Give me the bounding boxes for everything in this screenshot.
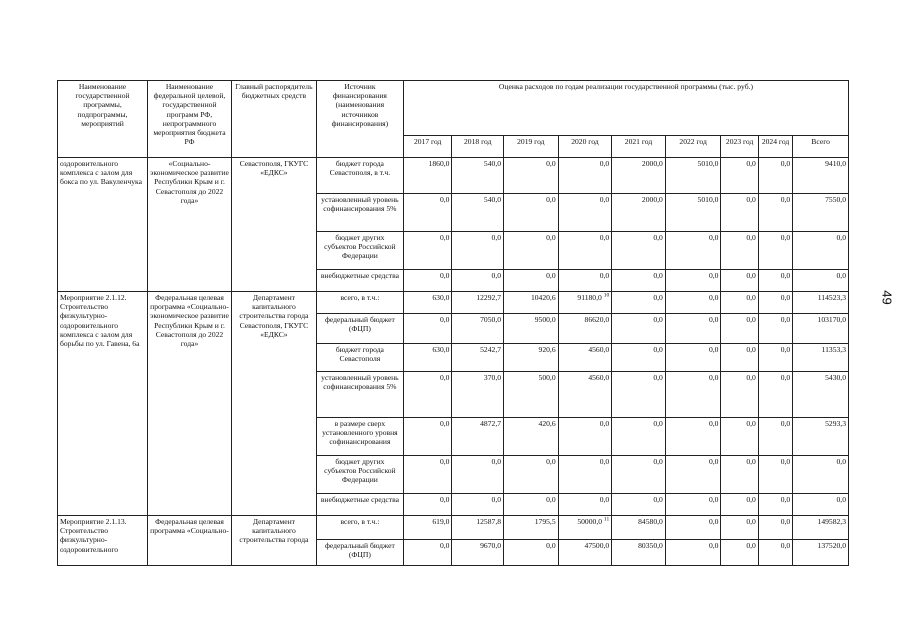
value-cell: 0,0: [746, 159, 756, 168]
value-cell: 0,0: [780, 271, 791, 280]
value-cell: 0,0: [599, 159, 610, 168]
value-cell: 0,0: [599, 233, 610, 242]
value-cell: 86620,0: [584, 315, 610, 324]
value-cell: 0,0: [653, 345, 663, 354]
value-cell: 0,0: [491, 233, 502, 242]
value-cell: 5010,0: [697, 195, 719, 204]
value-cell: 540,0: [483, 195, 502, 204]
funding-source-cell: установленный уровень софинансирования 5%: [316, 372, 403, 418]
value-cell: 0,0: [546, 271, 556, 280]
value-cell: 0,0: [599, 271, 610, 280]
year-header-0: 2017 год: [403, 136, 452, 158]
budget-manager-cell: Департамент капитального строительства города: [231, 516, 316, 566]
value-cell: 50000,0: [577, 517, 603, 526]
program-name-cell: Мероприятие 2.1.12. Строительство физкультурно-оздоровительного комплекса с залом для борьбы по ул. Гавена, 6а: [58, 292, 148, 516]
funding-source-cell: бюджет других субъектов Российской Федерации: [316, 456, 403, 494]
value-cell: 9410,0: [825, 159, 846, 168]
value-cell: 0,0: [746, 373, 756, 382]
value-cell: 7550,0: [825, 195, 846, 204]
value-cell: 0,0: [653, 373, 663, 382]
value-cell: 0,0: [708, 373, 719, 382]
header-program-name: Наименование государственной программы, подпрограммы, мероприятий: [58, 81, 148, 158]
value-cell: 0,0: [653, 271, 663, 280]
footnote-marker: 11: [603, 516, 610, 523]
value-cell: 0,0: [653, 457, 663, 466]
value-cell: 0,0: [546, 541, 556, 550]
value-cell: 0,0: [780, 195, 791, 204]
value-cell: 0,0: [439, 495, 450, 504]
federal-program-cell: Федеральная целевая программа «Социально-: [148, 516, 232, 566]
value-cell: 5242,7: [480, 345, 502, 354]
value-cell: 0,0: [746, 517, 756, 526]
value-cell: 137520,0: [817, 541, 846, 550]
funding-source-cell: федеральный бюджет (ФЦП): [316, 540, 403, 566]
value-cell: 0,0: [708, 541, 719, 550]
value-cell: 0,0: [439, 271, 450, 280]
funding-source-cell: внебюджетные средства: [316, 494, 403, 516]
funding-source-cell: в размере сверх установленного уровня софинансирования: [316, 418, 403, 456]
value-cell: 9670,0: [480, 541, 502, 550]
value-cell: 80350,0: [638, 541, 663, 550]
year-header-4: 2021 год: [612, 136, 666, 158]
value-cell: 0,0: [746, 495, 756, 504]
value-cell: 0,0: [836, 495, 846, 504]
value-cell: 920,6: [538, 345, 556, 354]
value-cell: 0,0: [746, 195, 756, 204]
value-cell: 630,0: [432, 293, 450, 302]
funding-source-cell: всего, в т.ч.:: [316, 292, 403, 314]
budget-manager-cell: Севастополя, ГКУГС «ЕДКС»: [231, 158, 316, 292]
value-cell: 0,0: [708, 271, 719, 280]
value-cell: 0,0: [780, 495, 791, 504]
value-cell: 0,0: [546, 233, 556, 242]
table-row: [58, 292, 849, 314]
value-cell: 0,0: [746, 293, 756, 302]
funding-source-cell: внебюджетные средства: [316, 270, 403, 292]
value-cell: 0,0: [599, 495, 610, 504]
value-cell: 12587,8: [476, 517, 502, 526]
program-name-cell: Мероприятие 2.1.13. Строительство физкультурно-оздоровительного: [58, 516, 148, 566]
year-header-3: 2020 год: [558, 136, 612, 158]
value-cell: 0,0: [439, 233, 450, 242]
value-cell: 0,0: [780, 457, 791, 466]
value-cell: 0,0: [746, 541, 756, 550]
value-cell: 0,0: [599, 419, 610, 428]
value-cell: 0,0: [599, 457, 610, 466]
year-header-8: Всего: [793, 136, 849, 158]
value-cell: 0,0: [780, 315, 791, 324]
value-cell: 619,0: [432, 517, 450, 526]
funding-source-cell: федеральный бюджет (ФЦП): [316, 314, 403, 344]
value-cell: 4560,0: [588, 373, 610, 382]
value-cell: 0,0: [439, 315, 450, 324]
value-cell: 0,0: [653, 293, 663, 302]
federal-program-cell: Федеральная целевая программа «Социально-экономическое развитие Республики Крым и г. Севастополя до 2022 года»: [148, 292, 232, 516]
budget-manager-cell: Департамент капитального строительства города Севастополя, ГКУГС «ЕДКС»: [231, 292, 316, 516]
value-cell: 1795,5: [534, 517, 556, 526]
value-cell: 0,0: [708, 495, 719, 504]
value-cell: 500,0: [538, 373, 556, 382]
year-header-2: 2019 год: [504, 136, 559, 158]
value-cell: 0,0: [546, 495, 556, 504]
year-header-7: 2024 год: [758, 136, 792, 158]
value-cell: 0,0: [746, 315, 756, 324]
value-cell: 0,0: [780, 541, 791, 550]
value-cell: 0,0: [708, 457, 719, 466]
value-cell: 0,0: [746, 419, 756, 428]
value-cell: 0,0: [491, 495, 502, 504]
value-cell: 0,0: [746, 457, 756, 466]
table-row: [58, 158, 849, 194]
value-cell: 0,0: [653, 315, 663, 324]
value-cell: 5010,0: [697, 159, 719, 168]
value-cell: 420,6: [538, 419, 556, 428]
value-cell: 0,0: [439, 457, 450, 466]
year-header-5: 2022 год: [665, 136, 721, 158]
funding-source-cell: всего, в т.ч.:: [316, 516, 403, 540]
value-cell: 1860,0: [428, 159, 450, 168]
funding-source-cell: бюджет других субъектов Российской Федерации: [316, 232, 403, 270]
footnote-marker: 10: [603, 292, 610, 299]
value-cell: 0,0: [708, 233, 719, 242]
value-cell: 0,0: [708, 345, 719, 354]
funding-source-cell: бюджет города Севастополя: [316, 344, 403, 372]
value-cell: 0,0: [546, 457, 556, 466]
value-cell: 91180,0: [577, 293, 602, 302]
value-cell: 0,0: [439, 373, 450, 382]
value-cell: 0,0: [653, 233, 663, 242]
value-cell: 0,0: [746, 233, 756, 242]
value-cell: 5430,0: [825, 373, 846, 382]
value-cell: 0,0: [780, 373, 791, 382]
value-cell: 84580,0: [638, 517, 663, 526]
value-cell: 9500,0: [534, 315, 556, 324]
header-cost-estimate: Оценка расходов по годам реализации государственной программы (тыс. руб.): [403, 81, 848, 136]
value-cell: 0,0: [780, 293, 791, 302]
value-cell: 370,0: [483, 373, 502, 382]
budget-table: [57, 80, 849, 566]
value-cell: 0,0: [546, 195, 556, 204]
value-cell: 0,0: [599, 195, 610, 204]
value-cell: 12292,7: [476, 293, 502, 302]
value-cell: 0,0: [780, 233, 791, 242]
value-cell: 149582,3: [817, 517, 846, 526]
value-cell: 0,0: [491, 271, 502, 280]
value-cell: 0,0: [439, 541, 450, 550]
value-cell: 0,0: [708, 517, 719, 526]
header-budget-manager: Главный распорядитель бюджетных средств: [231, 81, 316, 158]
value-cell: 4872,7: [480, 419, 502, 428]
value-cell: 47500,0: [584, 541, 610, 550]
header-funding-source: Источник финансирования (наименования источников финансирования): [316, 81, 403, 158]
header-row: [58, 81, 849, 136]
value-cell: 0,0: [780, 345, 791, 354]
value-cell: 2000,0: [641, 159, 663, 168]
value-cell: 103170,0: [817, 315, 846, 324]
year-header-1: 2018 год: [452, 136, 504, 158]
value-cell: 0,0: [653, 419, 663, 428]
value-cell: 114523,3: [817, 293, 846, 302]
value-cell: 2000,0: [641, 195, 663, 204]
value-cell: 0,0: [439, 195, 450, 204]
funding-source-cell: установленный уровень софинансирования 5%: [316, 194, 403, 232]
value-cell: 0,0: [780, 419, 791, 428]
value-cell: 5293,3: [825, 419, 846, 428]
value-cell: 0,0: [780, 159, 791, 168]
value-cell: 540,0: [483, 159, 502, 168]
value-cell: 4560,0: [588, 345, 610, 354]
value-cell: 11353,3: [821, 345, 846, 354]
value-cell: 0,0: [836, 271, 846, 280]
year-header-6: 2023 год: [721, 136, 758, 158]
federal-program-cell: «Социально-экономическое развитие Республики Крым и г. Севастополя до 2022 года»: [148, 158, 232, 292]
value-cell: 10420,6: [530, 293, 556, 302]
program-name-cell: оздоровительного комплекса с залом для бокса по ул. Вакуленчука: [58, 158, 148, 292]
header-federal-program: Наименование федеральной целевой, государственной программ РФ, непрограммного мероприятия бюджета РФ: [148, 81, 232, 158]
value-cell: 0,0: [708, 419, 719, 428]
value-cell: 0,0: [439, 419, 450, 428]
value-cell: 0,0: [780, 517, 791, 526]
value-cell: 0,0: [836, 233, 846, 242]
value-cell: 0,0: [746, 271, 756, 280]
funding-source-cell: бюджет города Севастополя, в т.ч.: [316, 158, 403, 194]
value-cell: 630,0: [432, 345, 450, 354]
value-cell: 0,0: [491, 457, 502, 466]
value-cell: 0,0: [653, 495, 663, 504]
value-cell: 0,0: [708, 293, 719, 302]
value-cell: 0,0: [546, 159, 556, 168]
page-number: 49: [879, 290, 895, 305]
value-cell: 7050,0: [480, 315, 502, 324]
table-row: [58, 516, 849, 540]
value-cell: 0,0: [746, 345, 756, 354]
value-cell: 0,0: [708, 315, 719, 324]
value-cell: 0,0: [836, 457, 846, 466]
